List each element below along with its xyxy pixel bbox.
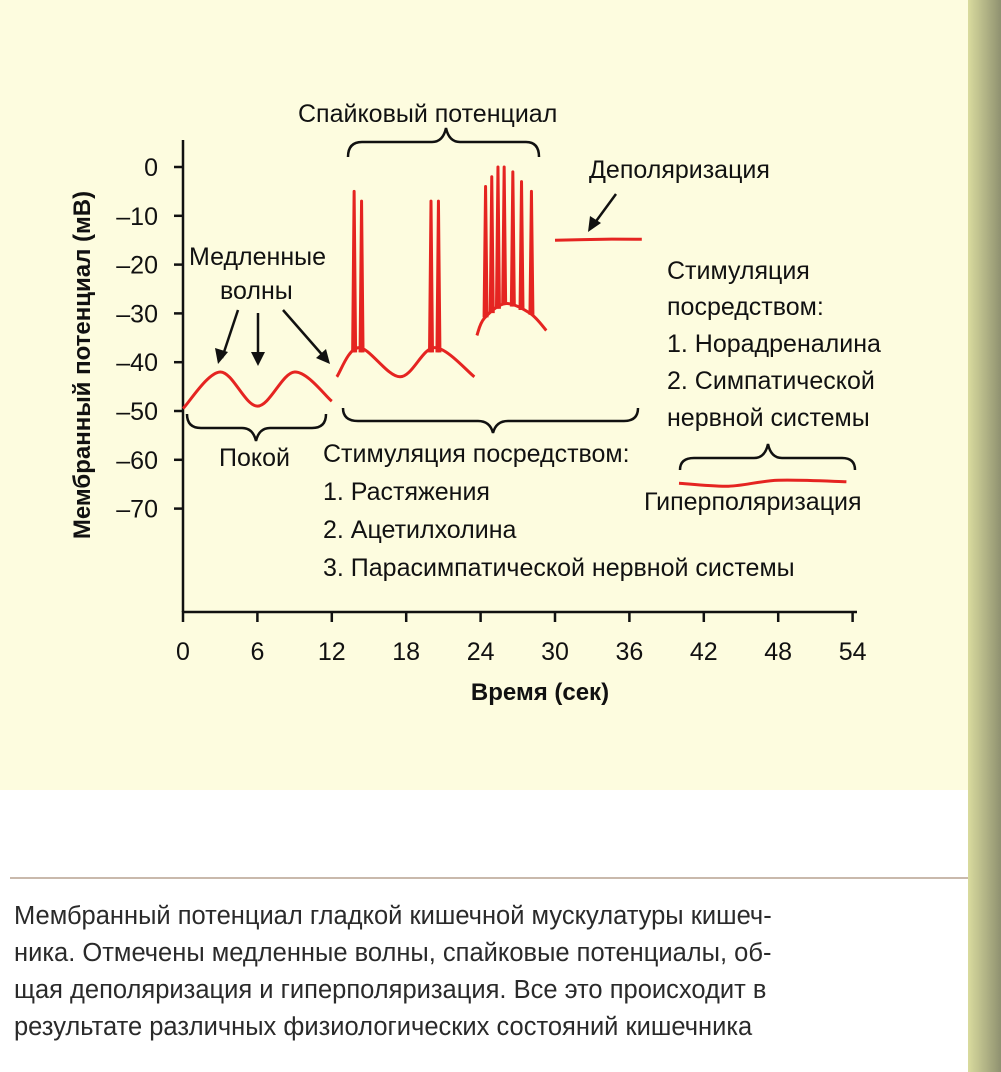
label-stimulation-symp-0: Стимуляция [667, 257, 810, 285]
caption-separator [10, 877, 968, 879]
label-stimulation-para-1: 1. Растяжения [323, 478, 490, 506]
y-ticks [116, 154, 184, 524]
spike [353, 191, 356, 352]
label-rest: Покой [219, 444, 290, 472]
brace-stimulation [343, 408, 638, 433]
y-axis-title: Мембранный потенциал (мВ) [69, 190, 96, 540]
label-slow-waves-1: Медленные [189, 243, 327, 271]
curve-depolarization [555, 239, 642, 240]
label-stimulation-symp-2: 1. Норадреналина [667, 330, 881, 358]
x-tick-label: 24 [466, 638, 495, 666]
y-tick-label: –30 [116, 300, 158, 329]
spike [496, 167, 499, 309]
spike [437, 201, 440, 352]
curves [183, 167, 846, 486]
y-tick-label: –20 [116, 251, 158, 280]
caption-line-4: результате различных физиологических состояний кишечника [14, 1013, 753, 1041]
label-hyperpolarization: Гиперполяризация [644, 488, 862, 516]
label-depolarization: Деполяризация [589, 156, 770, 184]
x-tick-label: 0 [176, 638, 190, 666]
spike [484, 187, 487, 318]
spike [360, 201, 363, 352]
brace-spike-potential [348, 128, 539, 157]
caption-line-1: Мембранный потенциал гладкой кишечной мускулатуры кишеч- [14, 902, 772, 930]
x-tick-label: 6 [250, 638, 265, 666]
spike [530, 191, 533, 314]
y-tick-label: –60 [116, 446, 158, 475]
caption-line-3: щая деполяризация и гиперполяризация. Все это происходит в [14, 976, 767, 1004]
brace-rest [187, 414, 326, 441]
x-tick-label: 48 [764, 638, 793, 666]
spike [490, 177, 493, 313]
figure-caption [14, 898, 974, 1046]
x-tick-label: 54 [838, 638, 867, 666]
label-stimulation-symp-1: посредством: [667, 293, 824, 321]
y-tick-label: –70 [116, 495, 158, 524]
x-tick-label: 42 [689, 638, 718, 666]
spike [520, 182, 523, 310]
label-stimulation-symp-4: нервной системы [667, 404, 870, 432]
spike [511, 172, 514, 307]
y-tick-label: –10 [116, 202, 158, 231]
label-stimulation-para-2: 2. Ацетилхолина [323, 516, 517, 544]
spike [430, 201, 433, 352]
x-tick-label: 30 [541, 638, 569, 666]
caption-line-2: ника. Отмечены медленные волны, спайковые потенциалы, об- [14, 939, 772, 967]
depolarization-arrow [588, 194, 616, 232]
x-axis-title: Время (сек) [470, 679, 610, 706]
x-tick-label: 18 [392, 638, 421, 666]
x-ticks [176, 611, 867, 666]
slow-wave-arrows [215, 310, 330, 366]
y-tick-label: 0 [144, 154, 158, 182]
label-spike-potential: Спайковый потенциал [298, 100, 558, 128]
curve-stimulated-slow-waves-with-spikes [337, 348, 475, 377]
label-stimulation-symp-3: 2. Симпатической [667, 367, 875, 395]
y-tick-label: –40 [116, 349, 158, 378]
x-tick-label: 12 [317, 638, 346, 666]
y-tick-label: –50 [116, 398, 158, 426]
x-tick-label: 36 [615, 638, 644, 666]
spike [503, 167, 506, 305]
brace-hyperpolarization [680, 444, 855, 470]
label-slow-waves-2: волны [220, 277, 293, 305]
label-stimulation-para-3: 3. Парасимпатической нервной системы [323, 554, 795, 582]
label-stimulation-para-0: Стимуляция посредством: [323, 440, 630, 468]
curve-rest-slow-waves [183, 372, 332, 409]
curve-hyperpolarization [679, 480, 846, 486]
